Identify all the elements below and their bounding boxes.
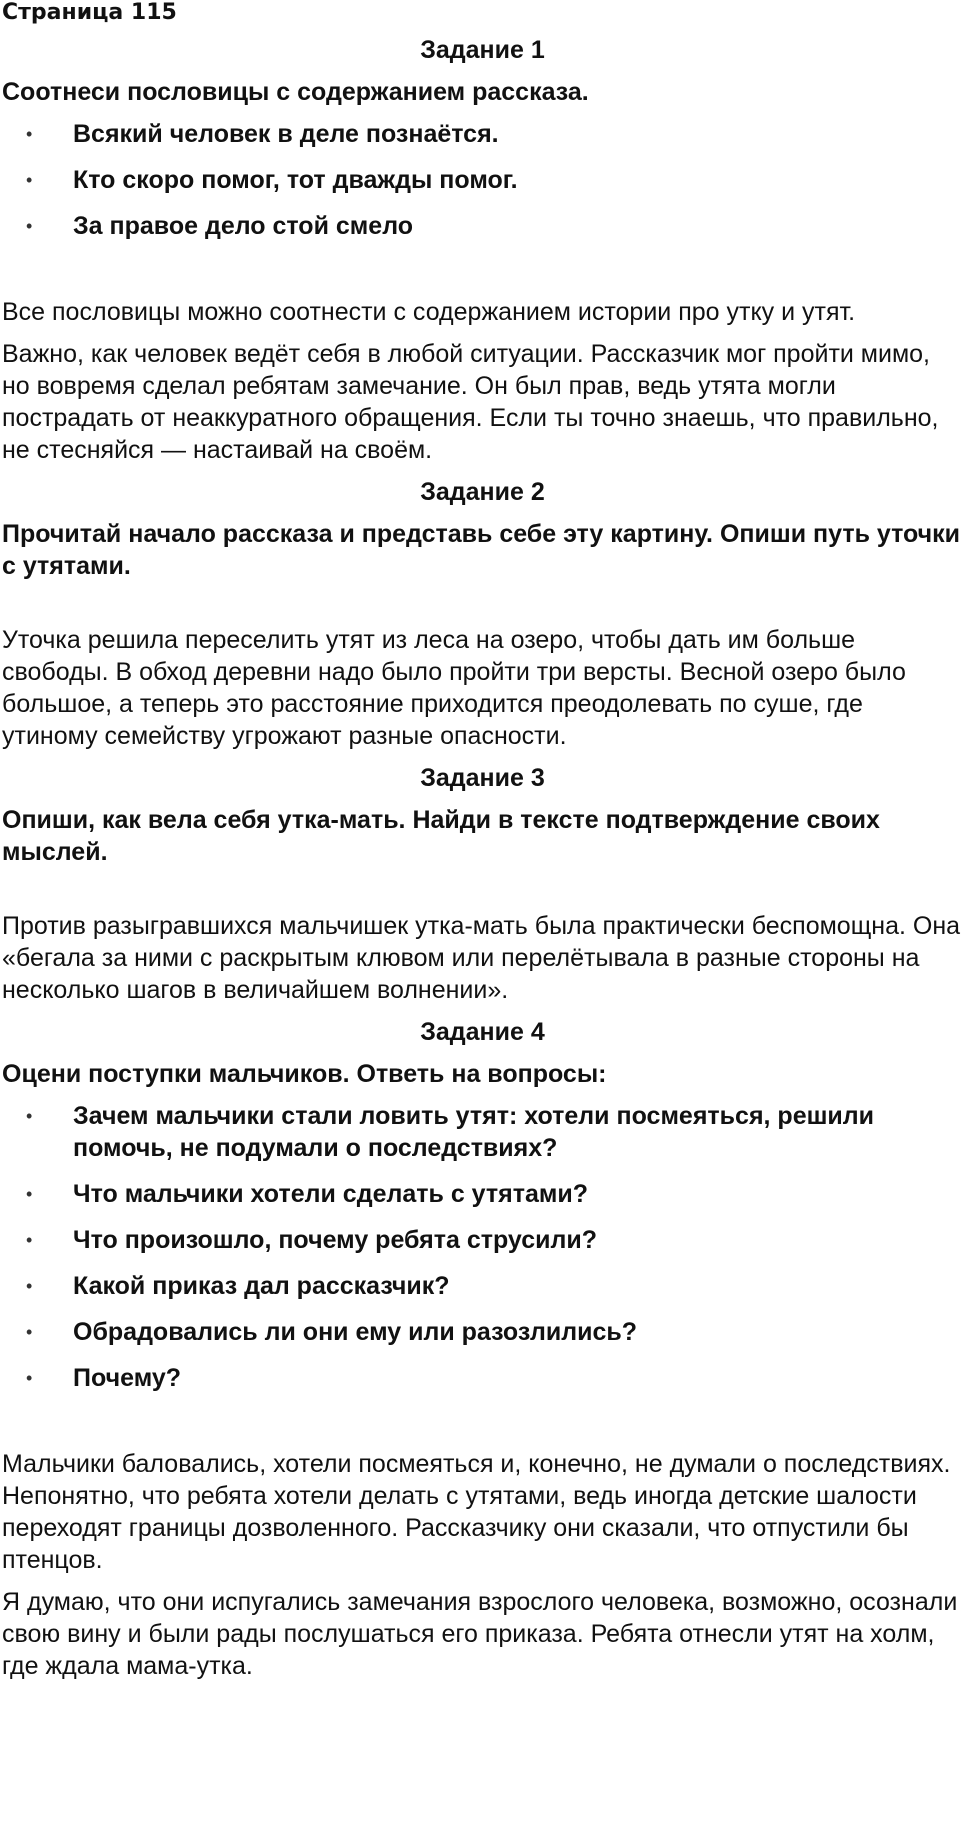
list-item-text: Что мальчики хотели сделать с утятами? [73, 1180, 588, 1208]
task-1 [2, 34, 963, 466]
spacer [2, 592, 963, 624]
list-item [2, 1316, 963, 1348]
task-1-bullet-list [2, 118, 963, 242]
spacer [2, 1408, 963, 1448]
task-2-answer-1: Уточка решила переселить утят из леса на озеро, чтобы дать им больше свободы. В обход деревни надо было пройти три версты. Весной озеро было большое, а теперь это расстояние приходится преодолевать по суше, где утиному семейству угрожают разные опасности. [2, 626, 906, 750]
task-3-question: Опиши, как вела себя утка-мать. Найди в тексте подтверждение своих мыслей. [2, 806, 880, 866]
page-label: Страница 115 [2, 0, 177, 25]
list-item-text: Всякий человек в деле познаётся. [73, 120, 499, 148]
bullet-icon: • [26, 216, 33, 236]
list-item [2, 118, 963, 150]
list-item [2, 1362, 963, 1394]
list-item-text: Почему? [73, 1364, 182, 1392]
list-item-text: Обрадовались ли они ему или разозлились? [73, 1318, 638, 1346]
bullet-icon: • [26, 1276, 33, 1296]
list-item [2, 1178, 963, 1210]
bullet-icon: • [26, 170, 33, 190]
task-4-title: Задание 4 [420, 1018, 545, 1046]
list-item [2, 1100, 963, 1164]
list-item-text: Какой приказ дал рассказчик? [73, 1272, 450, 1300]
task-3-answer-1: Против разыгравшихся мальчишек утка-мать была практически беспомощна. Она «бегала за ними с раскрытым клювом или перелётывала в разные стороны на несколько шагов в величайшем волнении». [2, 912, 961, 1004]
bullet-icon: • [26, 1230, 33, 1250]
bullet-icon: • [26, 1322, 33, 1342]
task-4-answer-1: Мальчики баловались, хотели посмеяться и, конечно, не думали о последствиях. Непонятно, что ребята хотели делать с утятами, ведь иногда детские шалости переходят границы дозволенного. Рассказчику они сказали, что отпустили бы птенцов. [2, 1450, 951, 1574]
list-item [2, 210, 963, 242]
list-item-text: Зачем мальчики стали ловить утят: хотели посмеяться, решили помочь, не подумали о последствиях? [73, 1102, 875, 1162]
task-4 [2, 1016, 963, 1682]
list-item-text: Кто скоро помог, тот дважды помог. [73, 166, 518, 194]
task-2 [2, 476, 963, 752]
document-content [2, 0, 963, 1682]
list-item [2, 164, 963, 196]
task-4-answer-2: Я думаю, что они испугались замечания взрослого человека, возможно, осознали свою вину и были рады послушаться его приказа. Ребята отнесли утят на холм, где ждала мама-утка. [2, 1588, 958, 1680]
bullet-icon: • [26, 1106, 33, 1126]
task-3-title: Задание 3 [420, 764, 545, 792]
bullet-icon: • [26, 1368, 33, 1388]
task-2-question: Прочитай начало рассказа и представь себе эту картину. Опиши путь уточки с утятами. [2, 520, 961, 580]
task-1-title: Задание 1 [420, 36, 545, 64]
spacer [2, 256, 963, 296]
bullet-icon: • [26, 1184, 33, 1204]
task-3 [2, 762, 963, 1006]
list-item [2, 1270, 963, 1302]
bullet-icon: • [26, 124, 33, 144]
task-1-question: Соотнеси пословицы с содержанием рассказа. [2, 78, 589, 106]
task-4-bullet-list [2, 1100, 963, 1394]
task-4-question: Оцени поступки мальчиков. Ответь на вопросы: [2, 1060, 607, 1088]
list-item [2, 1224, 963, 1256]
list-item-text: За правое дело стой смело [73, 212, 414, 240]
list-item-text: Что произошло, почему ребята струсили? [73, 1226, 597, 1254]
task-1-answer-1: Все пословицы можно соотнести с содержанием истории про утку и утят. [2, 298, 856, 326]
task-1-answer-2: Важно, как человек ведёт себя в любой ситуации. Рассказчик мог пройти мимо, но вовремя сделал ребятам замечание. Он был прав, ведь утята могли пострадать от неаккуратного обращения. Если ты точно знаешь, что правильно, не стесняйся — настаивай на своём. [2, 340, 939, 464]
spacer [2, 878, 963, 910]
task-2-title: Задание 2 [420, 478, 545, 506]
